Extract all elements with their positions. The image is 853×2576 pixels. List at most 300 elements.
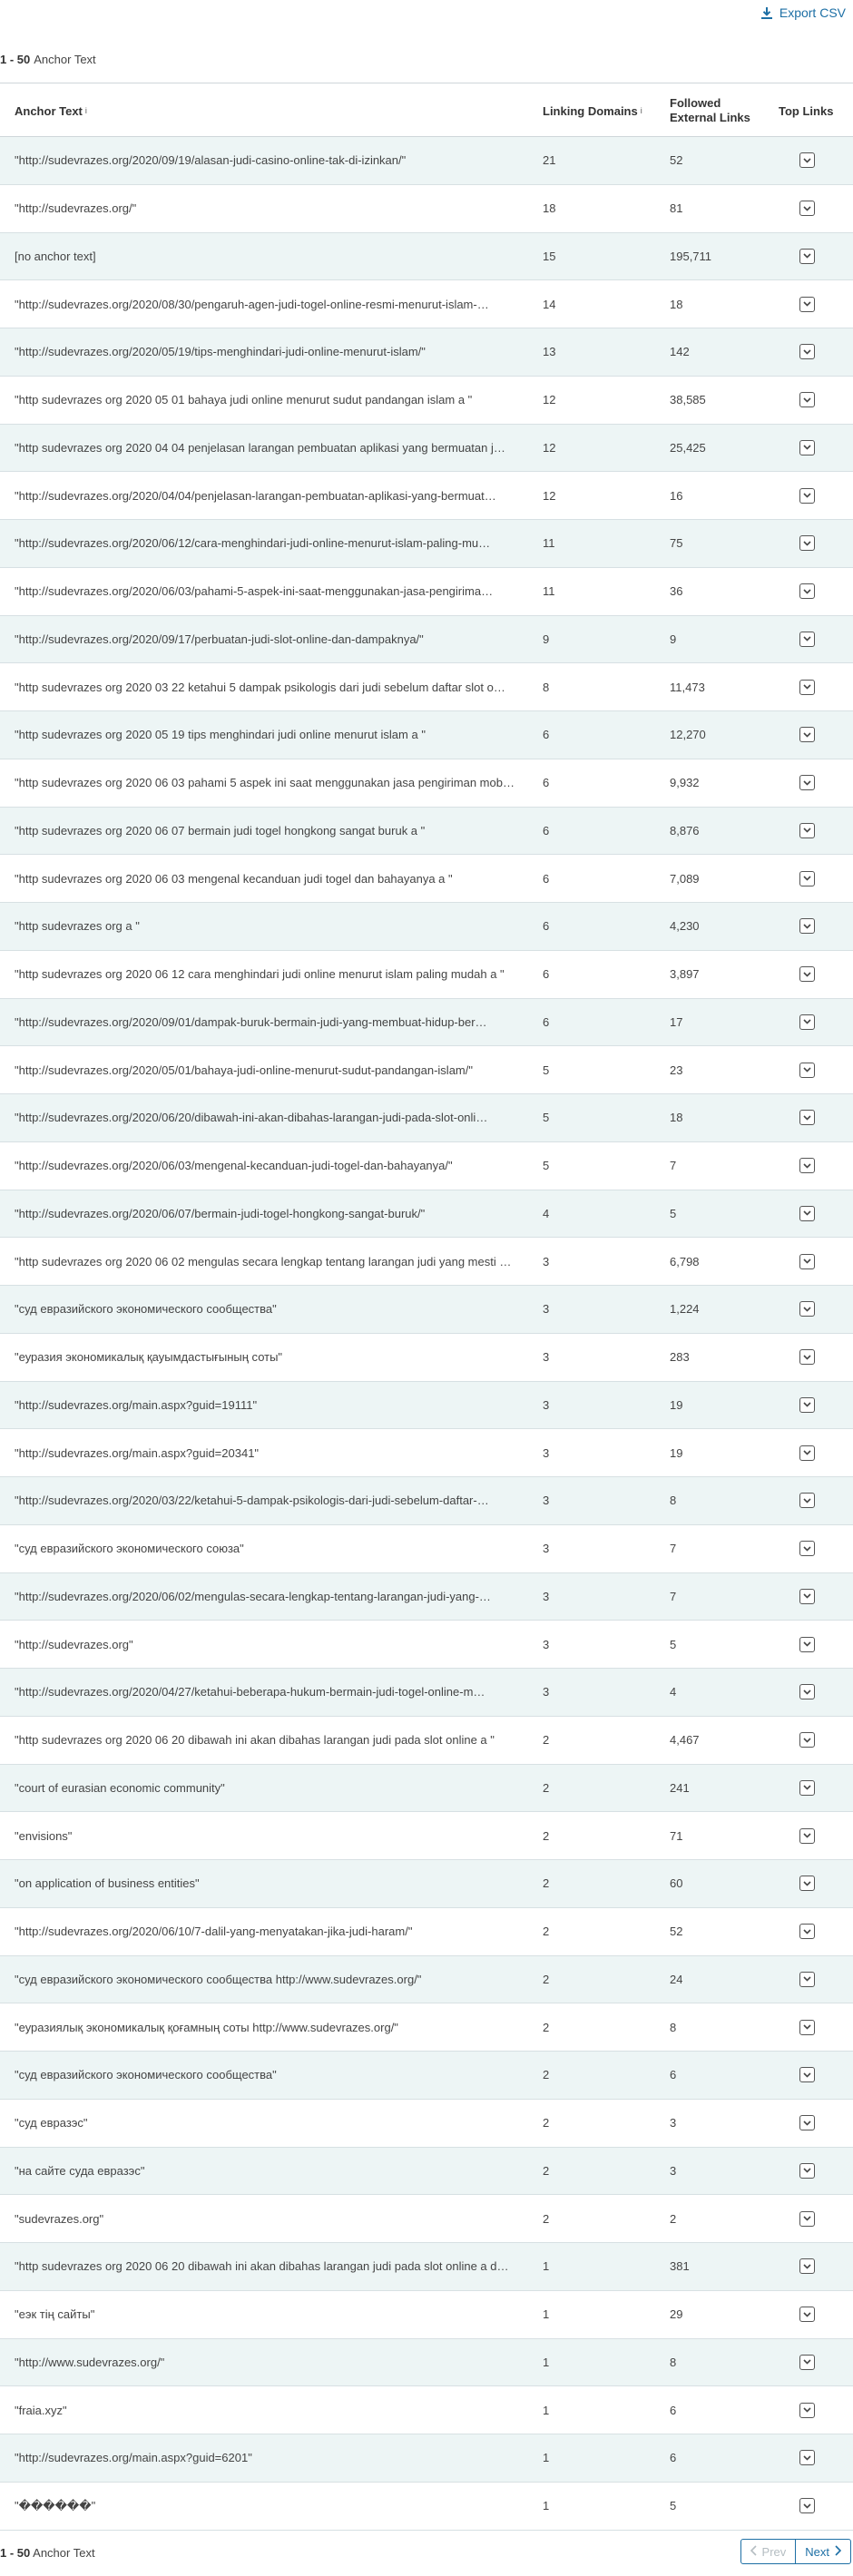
top-links-cell	[799, 2243, 815, 2290]
chevron-down-icon	[803, 2024, 811, 2030]
table-row	[0, 1812, 853, 1860]
followed-links-cell: 8	[670, 1494, 677, 1508]
linking-domains-cell: 2	[543, 1828, 550, 1843]
expand-top-links-button[interactable]	[799, 2498, 815, 2513]
linking-domains-cell: 2	[543, 2068, 550, 2082]
chevron-down-icon	[803, 1929, 811, 1934]
followed-links-cell: 7	[670, 1589, 677, 1603]
anchor-text-cell: "суд евразэс"	[15, 2116, 88, 2130]
table-row	[0, 711, 853, 759]
anchor-text-cell: "http://sudevrazes.org/2020/05/01/bahaya-judi-online-menurut-sudut-pandangan-islam/"	[15, 1063, 473, 1077]
table-row	[0, 568, 853, 616]
top-links-cell	[799, 1286, 815, 1333]
column-header-linking-domains[interactable]: Linking Domains i	[543, 103, 642, 118]
linking-domains-cell: 5	[543, 1111, 550, 1125]
chevron-down-icon	[803, 828, 811, 833]
table-row	[0, 2386, 853, 2434]
anchor-text-table	[0, 83, 853, 2531]
top-links-cell	[799, 1525, 815, 1572]
followed-links-cell: 11,473	[670, 680, 705, 694]
anchor-text-cell: "http://sudevrazes.org/"	[15, 201, 137, 216]
followed-links-cell: 142	[670, 345, 690, 359]
expand-top-links-button[interactable]	[799, 1445, 815, 1461]
anchor-text-cell: "sudevrazes.org"	[15, 2211, 104, 2226]
followed-links-cell: 38,585	[670, 393, 706, 407]
anchor-text-cell: "http sudevrazes org 2020 06 03 mengenal kecanduan judi togel dan bahayanya a "	[15, 871, 453, 886]
top-links-cell	[799, 1142, 815, 1190]
chevron-down-icon	[803, 636, 811, 642]
linking-domains-cell: 1	[543, 2307, 550, 2322]
chevron-down-icon	[803, 1881, 811, 1886]
expand-top-links-button[interactable]	[799, 2163, 815, 2179]
anchor-text-cell: "http sudevrazes org 2020 05 01 bahaya judi online menurut sudut pandangan islam a "	[15, 393, 473, 407]
table-row	[0, 1142, 853, 1190]
anchor-text-cell: "http sudevrazes org 2020 05 19 tips menghindari judi online menurut islam a "	[15, 728, 426, 742]
top-links-cell	[799, 1238, 815, 1285]
linking-domains-cell: 1	[543, 2259, 550, 2274]
followed-links-cell: 381	[670, 2259, 690, 2274]
top-links-cell	[799, 1190, 815, 1238]
chevron-down-icon	[803, 1976, 811, 1982]
linking-domains-cell: 12	[543, 440, 556, 455]
followed-links-cell: 241	[670, 1780, 690, 1795]
followed-links-cell: 7	[670, 1542, 677, 1556]
anchor-text-cell: "http sudevrazes org 2020 06 02 mengulas secara lengkap tentang larangan judi yang mesti …	[15, 1254, 512, 1268]
anchor-text-cell: "http://sudevrazes.org/2020/06/07/bermain-judi-togel-hongkong-sangat-buruk/"	[15, 1206, 426, 1220]
chevron-down-icon	[803, 1163, 811, 1169]
top-links-cell	[799, 185, 815, 232]
expand-top-links-button[interactable]	[799, 2307, 815, 2322]
linking-domains-cell: 2	[543, 2211, 550, 2226]
expand-top-links-button[interactable]	[799, 632, 815, 647]
top-links-cell	[799, 1573, 815, 1621]
chevron-down-icon	[803, 1450, 811, 1455]
expand-top-links-button[interactable]	[799, 2115, 815, 2130]
anchor-text-cell: "http://sudevrazes.org/2020/06/12/cara-menghindari-judi-online-menurut-islam-paling-mu…	[15, 536, 491, 551]
top-links-cell	[799, 520, 815, 567]
expand-top-links-button[interactable]	[799, 2020, 815, 2035]
expand-top-links-button[interactable]	[799, 1158, 815, 1173]
expand-top-links-button[interactable]	[799, 1828, 815, 1844]
linking-domains-cell: 4	[543, 1206, 550, 1220]
followed-links-cell: 6,798	[670, 1254, 700, 1268]
expand-top-links-button[interactable]	[799, 583, 815, 599]
table-row	[0, 1382, 853, 1430]
table-row	[0, 2483, 853, 2531]
anchor-text-cell: "http sudevrazes org 2020 06 20 dibawah ini akan dibahas larangan judi pada slot online a "	[15, 1733, 495, 1748]
top-links-cell	[799, 2386, 815, 2434]
table-row	[0, 855, 853, 903]
linking-domains-cell: 11	[543, 536, 555, 551]
chevron-down-icon	[803, 2407, 811, 2413]
followed-links-cell: 36	[670, 584, 683, 599]
anchor-text-cell: "http sudevrazes org 2020 06 12 cara menghindari judi online menurut islam paling mudah a "	[15, 967, 505, 982]
expand-top-links-button[interactable]	[799, 1254, 815, 1269]
linking-domains-cell: 3	[543, 1685, 550, 1699]
anchor-text-cell: "http sudevrazes org 2020 06 03 pahami 5 aspek ini saat menggunakan jasa pengiriman mob…	[15, 776, 515, 790]
linking-domains-cell: 6	[543, 776, 550, 790]
top-links-cell	[799, 663, 815, 710]
expand-top-links-button[interactable]	[799, 2355, 815, 2370]
expand-top-links-button[interactable]	[799, 1014, 815, 1030]
followed-links-cell: 5	[670, 1637, 677, 1651]
expand-top-links-button[interactable]	[799, 152, 815, 168]
linking-domains-cell: 21	[543, 153, 556, 168]
linking-domains-cell: 3	[543, 1589, 550, 1603]
chevron-down-icon	[803, 2359, 811, 2365]
results-range-label	[0, 53, 96, 66]
linking-domains-cell: 2	[543, 2020, 550, 2034]
table-row	[0, 1286, 853, 1334]
chevron-down-icon	[803, 397, 811, 403]
top-links-cell	[799, 1717, 815, 1764]
top-links-cell	[799, 1669, 815, 1716]
linking-domains-cell: 2	[543, 1733, 550, 1748]
table-row	[0, 1046, 853, 1094]
linking-domains-cell: 11	[543, 584, 555, 599]
table-row	[0, 1908, 853, 1956]
linking-domains-cell: 3	[543, 1350, 550, 1365]
expand-top-links-button[interactable]	[799, 1780, 815, 1796]
anchor-text-cell: "суд евразийского экономического сообщества http://www.sudevrazes.org/"	[15, 1972, 422, 1986]
table-body	[0, 137, 853, 2531]
info-icon[interactable]: i	[84, 106, 87, 115]
table-row	[0, 1573, 853, 1621]
expand-top-links-button[interactable]	[799, 1732, 815, 1748]
linking-domains-cell: 12	[543, 393, 556, 407]
column-header-anchor-text[interactable]: Anchor Text i	[15, 103, 87, 118]
chevron-down-icon	[803, 1355, 811, 1360]
table-row	[0, 328, 853, 377]
chevron-down-icon	[803, 1019, 811, 1024]
top-links-cell	[799, 1860, 815, 1907]
followed-links-cell: 195,711	[670, 249, 712, 263]
expand-top-links-button[interactable]	[799, 775, 815, 790]
table-row	[0, 1956, 853, 2004]
anchor-text-cell: [no anchor text]	[15, 249, 96, 263]
anchor-text-cell: "суд евразийского экономического союза"	[15, 1542, 244, 1556]
linking-domains-cell: 3	[543, 1397, 550, 1412]
chevron-down-icon	[803, 1067, 811, 1073]
anchor-text-cell: "http sudevrazes org 2020 06 20 dibawah ini akan dibahas larangan judi pada slot online a d…	[15, 2259, 509, 2274]
anchor-text-cell: "суд евразийского экономического сообщества"	[15, 2068, 277, 2082]
top-links-cell	[799, 1334, 815, 1381]
expand-top-links-button[interactable]	[799, 871, 815, 886]
anchor-text-cell: "http://sudevrazes.org/2020/09/01/dampak-buruk-bermain-judi-yang-membuat-hidup-ber…	[15, 1014, 487, 1029]
followed-links-cell: 4,230	[670, 919, 700, 934]
chevron-down-icon	[803, 2072, 811, 2078]
top-links-cell	[799, 1812, 815, 1859]
top-links-cell	[799, 2291, 815, 2338]
expand-top-links-button[interactable]	[799, 727, 815, 742]
anchor-text-cell: "http://sudevrazes.org/main.aspx?guid=6201"	[15, 2451, 252, 2465]
table-row	[0, 1765, 853, 1813]
chevron-down-icon	[803, 206, 811, 211]
table-row	[0, 2148, 853, 2196]
table-row	[0, 2003, 853, 2052]
table-row	[0, 2052, 853, 2100]
linking-domains-cell: 6	[543, 728, 550, 742]
chevron-down-icon	[803, 1115, 811, 1121]
followed-links-cell: 283	[670, 1350, 690, 1365]
table-header	[0, 83, 853, 137]
expand-top-links-button[interactable]	[799, 440, 815, 455]
followed-links-cell: 5	[670, 2499, 677, 2513]
anchor-text-cell: "http://sudevrazes.org/main.aspx?guid=19111"	[15, 1397, 258, 1412]
expand-top-links-button[interactable]	[799, 1924, 815, 1939]
followed-links-cell: 18	[670, 1111, 683, 1125]
linking-domains-cell: 9	[543, 632, 550, 646]
followed-links-cell: 2	[670, 2211, 677, 2226]
top-links-cell	[799, 1382, 815, 1429]
anchor-text-cell: "http sudevrazes org 2020 04 04 penjelasan larangan pembuatan aplikasi yang bermuatan j…	[15, 440, 505, 455]
anchor-text-cell: "http://sudevrazes.org/2020/09/19/alasan-judi-casino-online-tak-di-izinkan/"	[15, 153, 407, 168]
column-header-followed-external-links[interactable]: Followed External Links	[670, 96, 750, 124]
chevron-down-icon	[803, 2168, 811, 2173]
top-links-cell	[799, 2195, 815, 2242]
expand-top-links-button[interactable]	[799, 1972, 815, 1987]
table-row	[0, 1525, 853, 1573]
linking-domains-cell: 5	[543, 1159, 550, 1173]
table-row	[0, 1094, 853, 1142]
expand-top-links-button[interactable]	[799, 823, 815, 838]
followed-links-cell: 52	[670, 1925, 683, 1939]
chevron-down-icon	[803, 301, 811, 307]
expand-top-links-button[interactable]	[799, 918, 815, 934]
chevron-down-icon	[803, 684, 811, 690]
table-row	[0, 2195, 853, 2243]
chevron-down-icon	[803, 349, 811, 355]
anchor-text-cell: "на сайте суда евразэс"	[15, 2163, 145, 2178]
expand-top-links-button[interactable]	[799, 1493, 815, 1508]
chevron-down-icon	[803, 445, 811, 450]
chevron-down-icon	[803, 1690, 811, 1695]
table-row	[0, 1477, 853, 1525]
anchor-text-cell: "http://sudevrazes.org/main.aspx?guid=20341"	[15, 1445, 260, 1460]
anchor-text-cell: "http://sudevrazes.org"	[15, 1637, 133, 1651]
table-row	[0, 999, 853, 1047]
expand-top-links-button[interactable]	[799, 2403, 815, 2418]
linking-domains-cell: 15	[543, 249, 556, 263]
download-icon	[761, 7, 772, 19]
top-links-cell	[799, 568, 815, 615]
footer-range-label	[0, 2546, 95, 2560]
linking-domains-cell: 3	[543, 1302, 550, 1317]
chevron-down-icon	[803, 1307, 811, 1312]
followed-links-cell: 6	[670, 2403, 677, 2417]
followed-links-cell: 12,270	[670, 728, 706, 742]
expand-top-links-button[interactable]	[799, 488, 815, 504]
anchor-text-cell: "http://sudevrazes.org/2020/09/17/perbuatan-judi-slot-online-dan-dampaknya/"	[15, 632, 424, 646]
next-page-button[interactable]: Next	[796, 2540, 850, 2563]
prev-page-button[interactable]: Prev	[741, 2540, 797, 2563]
followed-links-cell: 4,467	[670, 1733, 700, 1748]
followed-links-cell: 75	[670, 536, 683, 551]
anchor-text-cell: "еуразия экономикалық қауымдастығының соты"	[15, 1350, 283, 1365]
chevron-down-icon	[803, 972, 811, 977]
expand-top-links-button[interactable]	[799, 535, 815, 551]
table-row	[0, 2243, 853, 2291]
anchor-text-cell: "http://sudevrazes.org/2020/06/10/7-dalil-yang-menyatakan-jika-judi-haram/"	[15, 1925, 413, 1939]
expand-top-links-button[interactable]	[799, 1301, 815, 1317]
expand-top-links-button[interactable]	[799, 1637, 815, 1652]
expand-top-links-button[interactable]	[799, 392, 815, 407]
expand-top-links-button[interactable]	[799, 1541, 815, 1556]
followed-links-cell: 24	[670, 1972, 683, 1986]
table-row	[0, 2339, 853, 2387]
chevron-down-icon	[803, 253, 811, 259]
followed-links-cell: 19	[670, 1397, 683, 1412]
linking-domains-cell: 2	[543, 1925, 550, 1939]
followed-links-cell: 4	[670, 1685, 677, 1699]
followed-links-cell: 7,089	[670, 871, 700, 886]
linking-domains-cell: 2	[543, 2163, 550, 2178]
anchor-text-cell: "http://sudevrazes.org/2020/03/22/ketahui-5-dampak-psikologis-dari-judi-sebelum-daftar-…	[15, 1494, 489, 1508]
anchor-text-cell: "fraia.xyz"	[15, 2403, 67, 2417]
chevron-down-icon	[803, 1402, 811, 1407]
top-links-cell	[799, 616, 815, 663]
followed-links-cell: 60	[670, 1876, 683, 1891]
followed-links-cell: 3	[670, 2163, 677, 2178]
top-links-cell	[799, 233, 815, 280]
linking-domains-cell: 1	[543, 2403, 550, 2417]
linking-domains-cell: 3	[543, 1254, 550, 1268]
expand-top-links-button[interactable]	[799, 2450, 815, 2465]
followed-links-cell: 23	[670, 1063, 683, 1077]
expand-top-links-button[interactable]	[799, 201, 815, 216]
anchor-text-cell: "http sudevrazes org 2020 03 22 ketahui 5 dampak psikologis dari judi sebelum daftar slot o…	[15, 680, 505, 694]
expand-top-links-button[interactable]	[799, 249, 815, 264]
linking-domains-cell: 6	[543, 871, 550, 886]
export-csv-label: Export CSV	[779, 5, 846, 20]
anchor-text-cell: "еуразиялық экономикалық қоғамның соты http://www.sudevrazes.org/"	[15, 2020, 398, 2034]
table-row	[0, 233, 853, 281]
anchor-text-cell: "http://sudevrazes.org/2020/06/20/dibawah-ini-akan-dibahas-larangan-judi-pada-slot-onli…	[15, 1111, 488, 1125]
table-row	[0, 377, 853, 425]
top-links-cell	[799, 2434, 815, 2482]
anchor-text-cell: "http://sudevrazes.org/2020/08/30/pengaruh-agen-judi-togel-online-resmi-menurut-islam-…	[15, 297, 489, 311]
table-row	[0, 2434, 853, 2483]
top-links-cell	[799, 1765, 815, 1812]
top-links-cell	[799, 1477, 815, 1524]
info-icon[interactable]: i	[640, 106, 642, 115]
table-row	[0, 280, 853, 328]
chevron-down-icon	[803, 2312, 811, 2317]
chevron-down-icon	[803, 2503, 811, 2509]
top-links-cell	[799, 2483, 815, 2530]
followed-links-cell: 18	[670, 297, 683, 311]
anchor-text-cell: "http://sudevrazes.org/2020/06/02/mengulas-secara-lengkap-tentang-larangan-judi-yang-…	[15, 1589, 491, 1603]
anchor-text-cell: "envisions"	[15, 1828, 73, 1843]
chevron-down-icon	[803, 876, 811, 881]
expand-top-links-button[interactable]	[799, 297, 815, 312]
top-links-cell	[799, 2148, 815, 2195]
chevron-down-icon	[803, 780, 811, 786]
followed-links-cell: 6	[670, 2451, 677, 2465]
table-row	[0, 951, 853, 999]
table-row	[0, 808, 853, 856]
chevron-down-icon	[803, 2455, 811, 2461]
linking-domains-cell: 6	[543, 967, 550, 982]
expand-top-links-button[interactable]	[799, 680, 815, 695]
top-links-cell	[799, 855, 815, 902]
top-links-cell	[799, 759, 815, 807]
top-links-cell	[799, 2052, 815, 2099]
column-header-top-links: Top Links	[779, 103, 834, 118]
followed-links-cell: 16	[670, 488, 683, 503]
top-links-cell	[799, 1908, 815, 1955]
table-row	[0, 2291, 853, 2339]
anchor-text-cell: "on application of business entities"	[15, 1876, 200, 1891]
chevron-down-icon	[803, 2216, 811, 2221]
top-links-cell	[799, 425, 815, 472]
expand-top-links-button[interactable]	[799, 1684, 815, 1699]
expand-top-links-button[interactable]	[799, 1589, 815, 1604]
linking-domains-cell: 1	[543, 2355, 550, 2369]
followed-links-cell: 9	[670, 632, 677, 646]
linking-domains-cell: 3	[543, 1637, 550, 1651]
export-csv-button[interactable]	[761, 5, 846, 20]
expand-top-links-button[interactable]	[799, 966, 815, 982]
anchor-text-cell: "http://sudevrazes.org/2020/04/04/penjelasan-larangan-pembuatan-aplikasi-yang-bermuat…	[15, 488, 496, 503]
expand-top-links-button[interactable]	[799, 1206, 815, 1221]
expand-top-links-button[interactable]	[799, 344, 815, 359]
table-row	[0, 1334, 853, 1382]
top-links-cell	[799, 1429, 815, 1476]
anchor-text-cell: "суд евразийского экономического сообщества"	[15, 1302, 277, 1317]
chevron-down-icon	[803, 924, 811, 929]
top-links-cell	[799, 2339, 815, 2386]
expand-top-links-button[interactable]	[799, 1876, 815, 1891]
expand-top-links-button[interactable]	[799, 2258, 815, 2274]
expand-top-links-button[interactable]	[799, 1063, 815, 1078]
chevron-down-icon	[803, 732, 811, 738]
followed-links-cell: 9,932	[670, 776, 700, 790]
followed-links-cell: 6	[670, 2068, 677, 2082]
anchor-text-cell: "http://sudevrazes.org/2020/06/03/pahami-5-aspek-ini-saat-menggunakan-jasa-pengirima…	[15, 584, 494, 599]
chevron-down-icon	[803, 1641, 811, 1647]
linking-domains-cell: 1	[543, 2499, 550, 2513]
top-links-cell	[799, 903, 815, 950]
results-range: 1 - 50	[0, 53, 31, 66]
linking-domains-cell: 2	[543, 2116, 550, 2130]
linking-domains-cell: 2	[543, 1876, 550, 1891]
expand-top-links-button[interactable]	[799, 2211, 815, 2227]
table-row	[0, 616, 853, 664]
anchor-text-cell: "http://sudevrazes.org/2020/04/27/ketahui-beberapa-hukum-bermain-judi-togel-online-m…	[15, 1685, 485, 1699]
anchor-text-cell: "������"	[15, 2498, 96, 2512]
expand-top-links-button[interactable]	[799, 1349, 815, 1365]
followed-links-cell: 17	[670, 1014, 683, 1029]
anchor-text-cell: "http://www.sudevrazes.org/"	[15, 2355, 165, 2369]
linking-domains-cell: 6	[543, 919, 550, 934]
followed-links-cell: 19	[670, 1445, 683, 1460]
expand-top-links-button[interactable]	[799, 1110, 815, 1125]
table-row	[0, 663, 853, 711]
followed-links-cell: 8,876	[670, 823, 700, 837]
followed-links-cell: 8	[670, 2355, 677, 2369]
followed-links-cell: 71	[670, 1828, 683, 1843]
top-links-cell	[799, 951, 815, 998]
linking-domains-cell: 12	[543, 488, 556, 503]
toolbar	[0, 0, 853, 29]
top-links-cell	[799, 280, 815, 328]
expand-top-links-button[interactable]	[799, 1397, 815, 1413]
top-links-cell	[799, 1621, 815, 1668]
expand-top-links-button[interactable]	[799, 2067, 815, 2082]
table-row	[0, 903, 853, 951]
table-row	[0, 1717, 853, 1765]
